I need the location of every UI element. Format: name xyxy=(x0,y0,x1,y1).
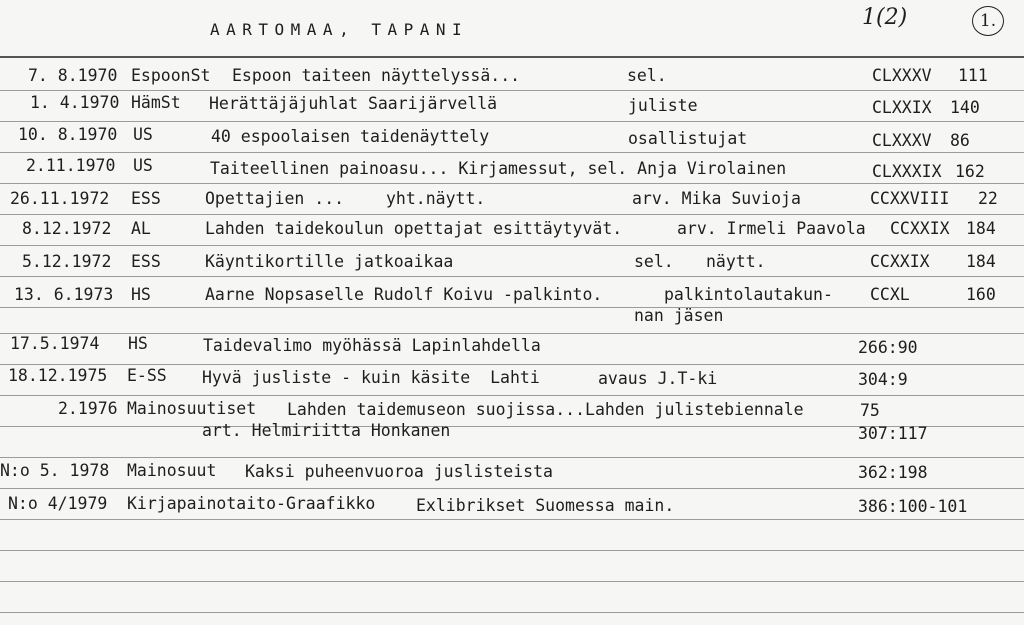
entry-title: Lahden taidemuseon suojissa...Lahden julistebiennale xyxy=(287,400,804,419)
entry-num: 140 xyxy=(950,98,980,117)
entry-num: 22 xyxy=(978,189,998,208)
entry-date: 2.11.1970 xyxy=(26,156,116,175)
entry-source: AL xyxy=(131,219,151,238)
entry-note: yht.näytt. xyxy=(386,189,486,208)
entry-source: Kirjapainotaito-Graafikko xyxy=(127,494,376,513)
header-rule xyxy=(0,56,1024,58)
entry-title: Kaksi puheenvuoroa juslisteista xyxy=(245,462,553,481)
entry-source: US xyxy=(133,156,153,175)
entry-ref: CCXXVIII xyxy=(870,189,950,208)
entry-date: 17.5.1974 xyxy=(10,334,100,353)
entry-num: 184 xyxy=(966,219,996,238)
entry-date: 7. 8.1970 xyxy=(28,66,118,85)
card-number-badge xyxy=(972,6,1004,36)
entry-title: Aarne Nopsaselle Rudolf Koivu -palkinto. xyxy=(205,285,603,304)
entry-ref: 304:9 xyxy=(858,370,908,389)
entry-num: 184 xyxy=(966,252,996,271)
entry-date: N:o 4/1979 xyxy=(8,494,108,513)
entry-continuation: art. Helmiriitta Honkanen xyxy=(202,421,451,440)
entry-title: Exlibrikset Suomessa main. xyxy=(416,496,675,515)
entry-source: HS xyxy=(131,285,151,304)
entry-note: avaus J.T-ki xyxy=(598,369,718,388)
entry-ref: 386:100-101 xyxy=(858,497,968,516)
entry-date: 5.12.1972 xyxy=(22,252,112,271)
entry-date: 10. 8.1970 xyxy=(18,125,118,144)
entry-ref: 362:198 xyxy=(858,463,928,482)
entry-date: 2.1976 xyxy=(58,399,118,418)
entry-num: 160 xyxy=(966,285,996,304)
entry-date: 8.12.1972 xyxy=(22,219,112,238)
entry-num: 86 xyxy=(950,131,970,150)
line-rule xyxy=(0,457,1024,458)
line-rule xyxy=(0,612,1024,613)
line-rule xyxy=(0,90,1024,91)
entry-date: 26.11.1972 xyxy=(10,189,110,208)
entry-note: palkintolautakun- xyxy=(664,285,833,304)
entry-date: 18.12.1975 xyxy=(8,366,108,385)
line-rule xyxy=(0,364,1024,365)
entry-date: 1. 4.1970 xyxy=(30,93,120,112)
entry-note: sel. xyxy=(627,66,667,85)
entry-title: Taiteellinen painoasu... Kirjamessut, sel. Anja Virolainen xyxy=(210,159,787,178)
entry-source: Mainosuutiset xyxy=(127,399,257,418)
line-rule xyxy=(0,276,1024,277)
entry-num: 111 xyxy=(958,66,988,85)
entry-ref: CCXL xyxy=(870,285,910,304)
entry-note: näytt. xyxy=(706,252,766,271)
line-rule xyxy=(0,488,1024,489)
line-rule xyxy=(0,333,1024,334)
entry-note: sel. xyxy=(634,252,674,271)
line-rule xyxy=(0,395,1024,396)
entry-title: Herättäjäjuhlat Saarijärvellä xyxy=(209,94,498,113)
entry-source: US xyxy=(133,125,153,144)
entry-source: HS xyxy=(128,334,148,353)
entry-ref: 266:90 xyxy=(858,338,918,357)
entry-ref: CCXXIX xyxy=(890,219,950,238)
entry-ref: 307:117 xyxy=(858,424,928,443)
entry-num: 162 xyxy=(955,162,985,181)
line-rule xyxy=(0,307,1024,308)
entry-date: 13. 6.1973 xyxy=(14,285,114,304)
entry-ref: CLXXXV xyxy=(872,131,932,150)
entry-source: EspoonSt xyxy=(131,66,211,85)
entry-ref: CLXXXV xyxy=(872,66,932,85)
entry-title: Käyntikortille jatkoaikaa xyxy=(205,252,454,271)
entry-note: osallistujat xyxy=(628,129,748,148)
page-count-note: 1(2) xyxy=(862,5,908,30)
entry-source: HämSt xyxy=(131,93,181,112)
entry-note: arv. Irmeli Paavola xyxy=(677,219,866,238)
entry-ref: CCXXIX xyxy=(870,252,930,271)
line-rule xyxy=(0,550,1024,551)
entry-title: Espoon taiteen näyttelyssä... xyxy=(232,66,521,85)
line-rule xyxy=(0,245,1024,246)
entry-title: Taidevalimo myöhässä Lapinlahdella xyxy=(203,336,541,355)
card-number: 1. xyxy=(979,11,997,31)
line-rule xyxy=(0,152,1024,153)
entry-ref: 75 xyxy=(860,401,880,420)
entry-title: Opettajien ... xyxy=(205,189,345,208)
entry-ref: CLXXIX xyxy=(872,98,932,117)
entry-source: Mainosuut xyxy=(127,461,217,480)
entry-source: ESS xyxy=(131,252,161,271)
entry-ref: CLXXXIX xyxy=(872,162,942,181)
line-rule xyxy=(0,519,1024,520)
line-rule xyxy=(0,121,1024,122)
entry-source: E-SS xyxy=(127,366,167,385)
card-heading-name: AARTOMAA, TAPANI xyxy=(210,20,469,39)
entry-note: arv. Mika Suvioja xyxy=(632,189,801,208)
entry-source: ESS xyxy=(131,189,161,208)
line-rule xyxy=(0,581,1024,582)
entry-note: juliste xyxy=(628,96,698,115)
line-rule xyxy=(0,214,1024,215)
entry-title: 40 espoolaisen taidenäyttely xyxy=(211,127,490,146)
entry-date: N:o 5. 1978 xyxy=(0,461,110,480)
entry-title: Lahden taidekoulun opettajat esittäytyvät. xyxy=(205,219,623,238)
line-rule xyxy=(0,183,1024,184)
entry-note-continued: nan jäsen xyxy=(634,306,724,325)
entry-title: Hyvä jusliste - kuin käsite Lahti xyxy=(202,368,540,387)
